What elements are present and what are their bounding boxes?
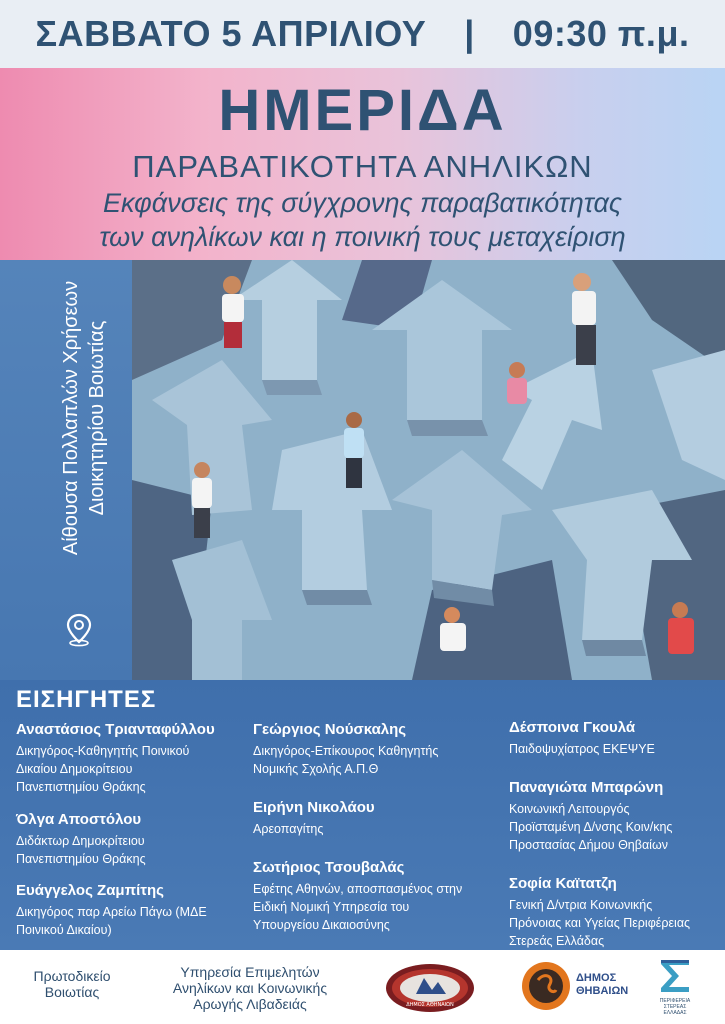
region-name-line: ΣΤΕΡΕΑΣ bbox=[663, 1004, 687, 1010]
sponsor-juvenile-service bbox=[160, 964, 340, 1012]
maze-arrows-illustration bbox=[132, 260, 725, 680]
speaker-6 bbox=[253, 858, 462, 934]
speaker-role-line: Πρόνοιας και Υγείας Περιφέρειας bbox=[509, 916, 691, 930]
speaker-role-line: Προστασίας Δήμου Θηβαίων bbox=[509, 838, 668, 852]
region-name-line: ΕΛΛΑΔΑΣ bbox=[663, 1010, 687, 1016]
sponsor-service-line: Υπηρεσία Επιμελητών bbox=[180, 964, 320, 980]
venue-line-2: Διοικητηρίου Βοιωτίας bbox=[86, 320, 108, 516]
thebes-name-line: ΔΗΜΟΣ bbox=[576, 972, 617, 984]
speaker-role bbox=[16, 742, 215, 796]
speaker-8 bbox=[509, 778, 672, 854]
location-pin-icon bbox=[61, 612, 97, 648]
event-description-line-1: Εκφάνσεις της σύγχρονης παραβατικότητας bbox=[103, 188, 622, 218]
title-band bbox=[0, 68, 725, 260]
speaker-role-line: Πανεπιστημίου Θράκης bbox=[16, 852, 146, 866]
sponsor-court-line: Βοιωτίας bbox=[44, 984, 100, 1000]
speaker-role bbox=[253, 820, 375, 838]
thebes-municipality-name bbox=[576, 972, 628, 998]
speaker-name: Δέσποινα Γκουλά bbox=[509, 719, 636, 736]
speakers-heading: ΕΙΣΗΓΗΤΕΣ bbox=[16, 686, 157, 713]
speaker-name: Αναστάσιος Τριανταφύλλου bbox=[16, 721, 215, 738]
speaker-role bbox=[509, 800, 672, 854]
speaker-role bbox=[253, 742, 438, 778]
speaker-role-line: Πανεπιστημίου Θράκης bbox=[16, 780, 146, 794]
middle-section bbox=[0, 260, 725, 680]
speaker-name: Ευάγγελος Ζαμπίτης bbox=[16, 882, 164, 899]
event-subtitle: ΠΑΡΑΒΑΤΙΚΟΤΗΤΑ ΑΝΗΛΙΚΩΝ bbox=[132, 149, 593, 184]
sponsor-court bbox=[22, 968, 122, 1000]
speaker-role-line: Νομικής Σχολής Α.Π.Θ bbox=[253, 762, 379, 776]
region-name-line: ΠΕΡΙΦΕΡΕΙΑ bbox=[659, 998, 691, 1004]
speaker-role-line: Υπουργείου Δικαιοσύνης bbox=[253, 918, 390, 932]
event-time: 09:30 π.μ. bbox=[512, 13, 690, 54]
speaker-role bbox=[16, 832, 146, 868]
speaker-name: Σωτήριος Τσουβαλάς bbox=[253, 859, 405, 876]
venue-text bbox=[58, 258, 110, 578]
athens-bar-logo bbox=[384, 962, 476, 1014]
region-sterea-logo-icon bbox=[655, 956, 695, 996]
sponsor-service-line: Αρωγής Λιβαδειάς bbox=[193, 996, 307, 1012]
speaker-3 bbox=[16, 881, 207, 939]
speaker-role-line: Αρεοπαγίτης bbox=[253, 822, 324, 836]
speaker-role-line: Ειδική Νομική Υπηρεσία του bbox=[253, 900, 410, 914]
speaker-role-line: Προϊσταμένη Δ/νσης Κοιν/κης bbox=[509, 820, 673, 834]
speaker-role-line: Ποινικού Δικαίου) bbox=[16, 923, 112, 937]
speaker-role-line: Δικηγόρος παρ Αρείω Πάγω (ΜΔΕ bbox=[16, 905, 207, 919]
thebes-municipality-logo-icon bbox=[520, 956, 576, 1016]
speaker-role-line: Δικαίου Δημοκρίτειου bbox=[16, 762, 133, 776]
speaker-name: Σοφία Καϊτατζη bbox=[509, 875, 617, 892]
speaker-role-line: Κοινωνική Λειτουργός bbox=[509, 802, 630, 816]
speaker-role bbox=[16, 903, 207, 939]
event-description-line-2: των ανηλίκων και η ποινική τους μεταχείριση bbox=[99, 222, 626, 252]
speakers-section bbox=[0, 680, 725, 950]
thebes-name-line: ΘΗΒΑΙΩΝ bbox=[576, 985, 629, 997]
speaker-role-line: Διδάκτωρ Δημοκρίτειου bbox=[16, 834, 145, 848]
speaker-role-line: Παιδοψυχίατρος ΕΚΕΨΥΕ bbox=[509, 742, 655, 756]
speaker-9 bbox=[509, 874, 690, 950]
venue-line-1: Αίθουσα Πολλαπλών Χρήσεων bbox=[60, 280, 82, 556]
speaker-name: Παναγιώτα Μπαρώνη bbox=[509, 779, 664, 796]
event-title: ΗΜΕΡΙΔΑ bbox=[218, 78, 507, 143]
speaker-4 bbox=[253, 720, 438, 778]
speaker-role bbox=[253, 880, 462, 934]
speaker-role bbox=[509, 740, 655, 758]
venue-panel bbox=[0, 260, 132, 680]
footer-sponsors bbox=[0, 950, 725, 1024]
speaker-role-line: Στερεάς Ελλάδας bbox=[509, 934, 605, 948]
date-bar bbox=[0, 0, 725, 68]
sponsor-court-line: Πρωτοδικείο bbox=[33, 968, 111, 984]
sponsor-service-line: Ανηλίκων και Κοινωνικής bbox=[172, 980, 328, 996]
speaker-2 bbox=[16, 810, 146, 868]
date-separator: | bbox=[464, 13, 475, 54]
region-sterea-name bbox=[652, 998, 698, 1016]
speaker-name: Όλγα Αποστόλου bbox=[16, 811, 142, 828]
speaker-name: Γεώργιος Νούσκαλης bbox=[253, 721, 407, 738]
speaker-role-line: Εφέτης Αθηνών, αποσπασμένος στην bbox=[253, 882, 463, 896]
speaker-role-line: Δικηγόρος-Επίκουρος Καθηγητής bbox=[253, 744, 439, 758]
speaker-role-line: Δικηγόρος-Καθηγητής Ποινικού bbox=[16, 744, 190, 758]
speaker-role bbox=[509, 896, 690, 950]
event-date: ΣΑΒΒΑΤΟ 5 ΑΠΡΙΛΙΟΥ bbox=[35, 13, 427, 54]
speaker-1 bbox=[16, 720, 215, 796]
speaker-7 bbox=[509, 718, 655, 758]
speaker-5 bbox=[253, 798, 375, 838]
speaker-role-line: Γενική Δ/ντρια Κοινωνικής bbox=[509, 898, 653, 912]
logo-1-text: ΔΗΜΟΣ ΑΘΗΝΑΙΩΝ bbox=[406, 1002, 454, 1008]
speaker-name: Ειρήνη Νικολάου bbox=[253, 799, 375, 816]
